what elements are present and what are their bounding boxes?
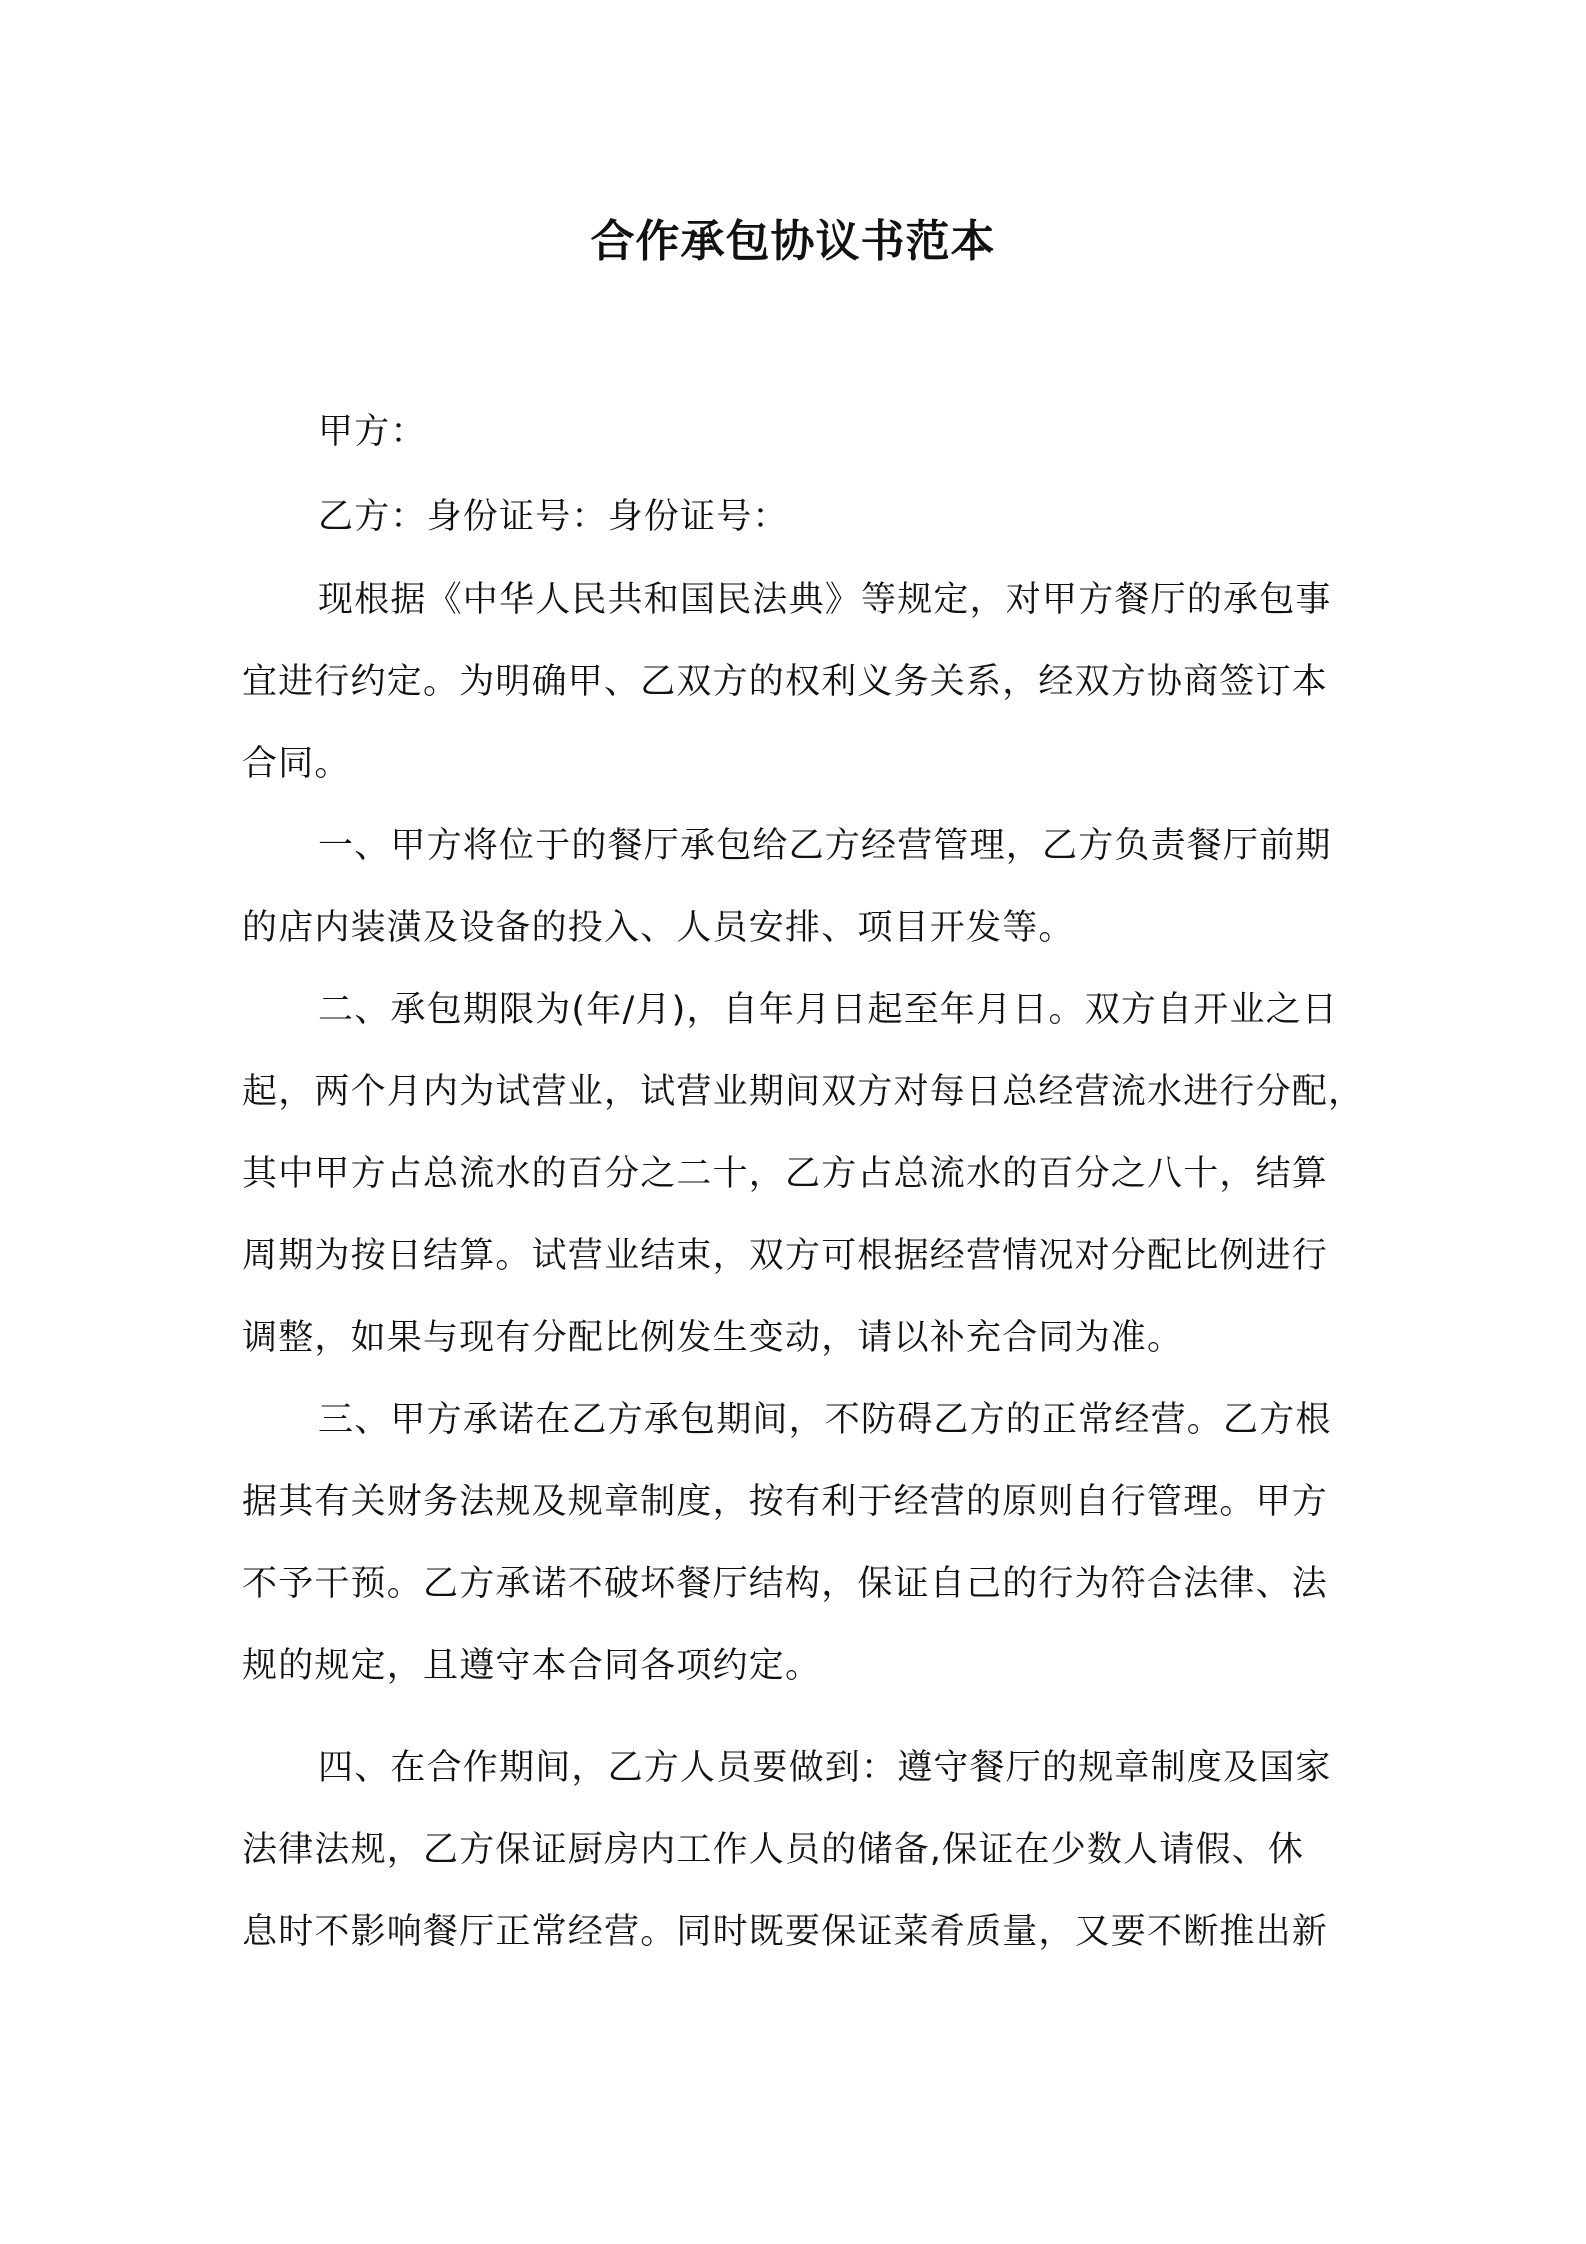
- clause-4-line-3: 息时不影响餐厅正常经营。同时既要保证菜肴质量，又要不断推出新: [242, 1912, 1329, 1952]
- clause-2-line-4: 周期为按日结算。试营业结束，双方可根据经营情况对分配比例进行: [242, 1236, 1329, 1276]
- preamble-line-2: 宜进行约定。为明确甲、乙双方的权利义务关系，经双方协商签订本: [242, 662, 1329, 702]
- clause-4-line-1: 四、在合作期间，乙方人员要做到：遵守餐厅的规章制度及国家: [318, 1748, 1332, 1788]
- clause-2-line-1: 二、承包期限为(年/月)，自年月日起至年月日。双方自开业之日: [318, 990, 1339, 1030]
- clause-4-line-2: 法律法规，乙方保证厨房内工作人员的储备,保证在少数人请假、休: [242, 1830, 1305, 1870]
- clause-3-line-4: 规的规定，且遵守本合同各项约定。: [242, 1646, 822, 1686]
- clause-3-line-3: 不予干预。乙方承诺不破坏餐厅结构，保证自己的行为符合法律、法: [242, 1564, 1329, 1604]
- clause-2-line-3: 其中甲方占总流水的百分之二十，乙方占总流水的百分之八十，结算: [242, 1154, 1329, 1194]
- clause-3-line-2: 据其有关财务法规及规章制度，按有利于经营的原则自行管理。甲方: [242, 1482, 1329, 1522]
- preamble-line-1: 现根据《中华人民共和国民法典》等规定，对甲方餐厅的承包事: [318, 580, 1332, 620]
- clause-2-line-2: 起，两个月内为试营业，试营业期间双方对每日总经营流水进行分配，: [242, 1072, 1365, 1112]
- clause-1-line-2: 的店内装潢及设备的投入、人员安排、项目开发等。: [242, 908, 1075, 948]
- clause-3-line-1: 三、甲方承诺在乙方承包期间，不防碍乙方的正常经营。乙方根: [318, 1400, 1332, 1440]
- clause-2-line-5: 调整，如果与现有分配比例发生变动，请以补充合同为准。: [242, 1318, 1184, 1358]
- party-a-line: 甲方：: [318, 412, 427, 452]
- party-b-line: 乙方：身份证号：身份证号：: [318, 497, 789, 537]
- clause-1-line-1: 一、甲方将位于的餐厅承包给乙方经营管理，乙方负责餐厅前期: [318, 826, 1332, 866]
- preamble-line-3: 合同。: [242, 744, 351, 784]
- document-title: 合作承包协议书范本: [590, 216, 996, 267]
